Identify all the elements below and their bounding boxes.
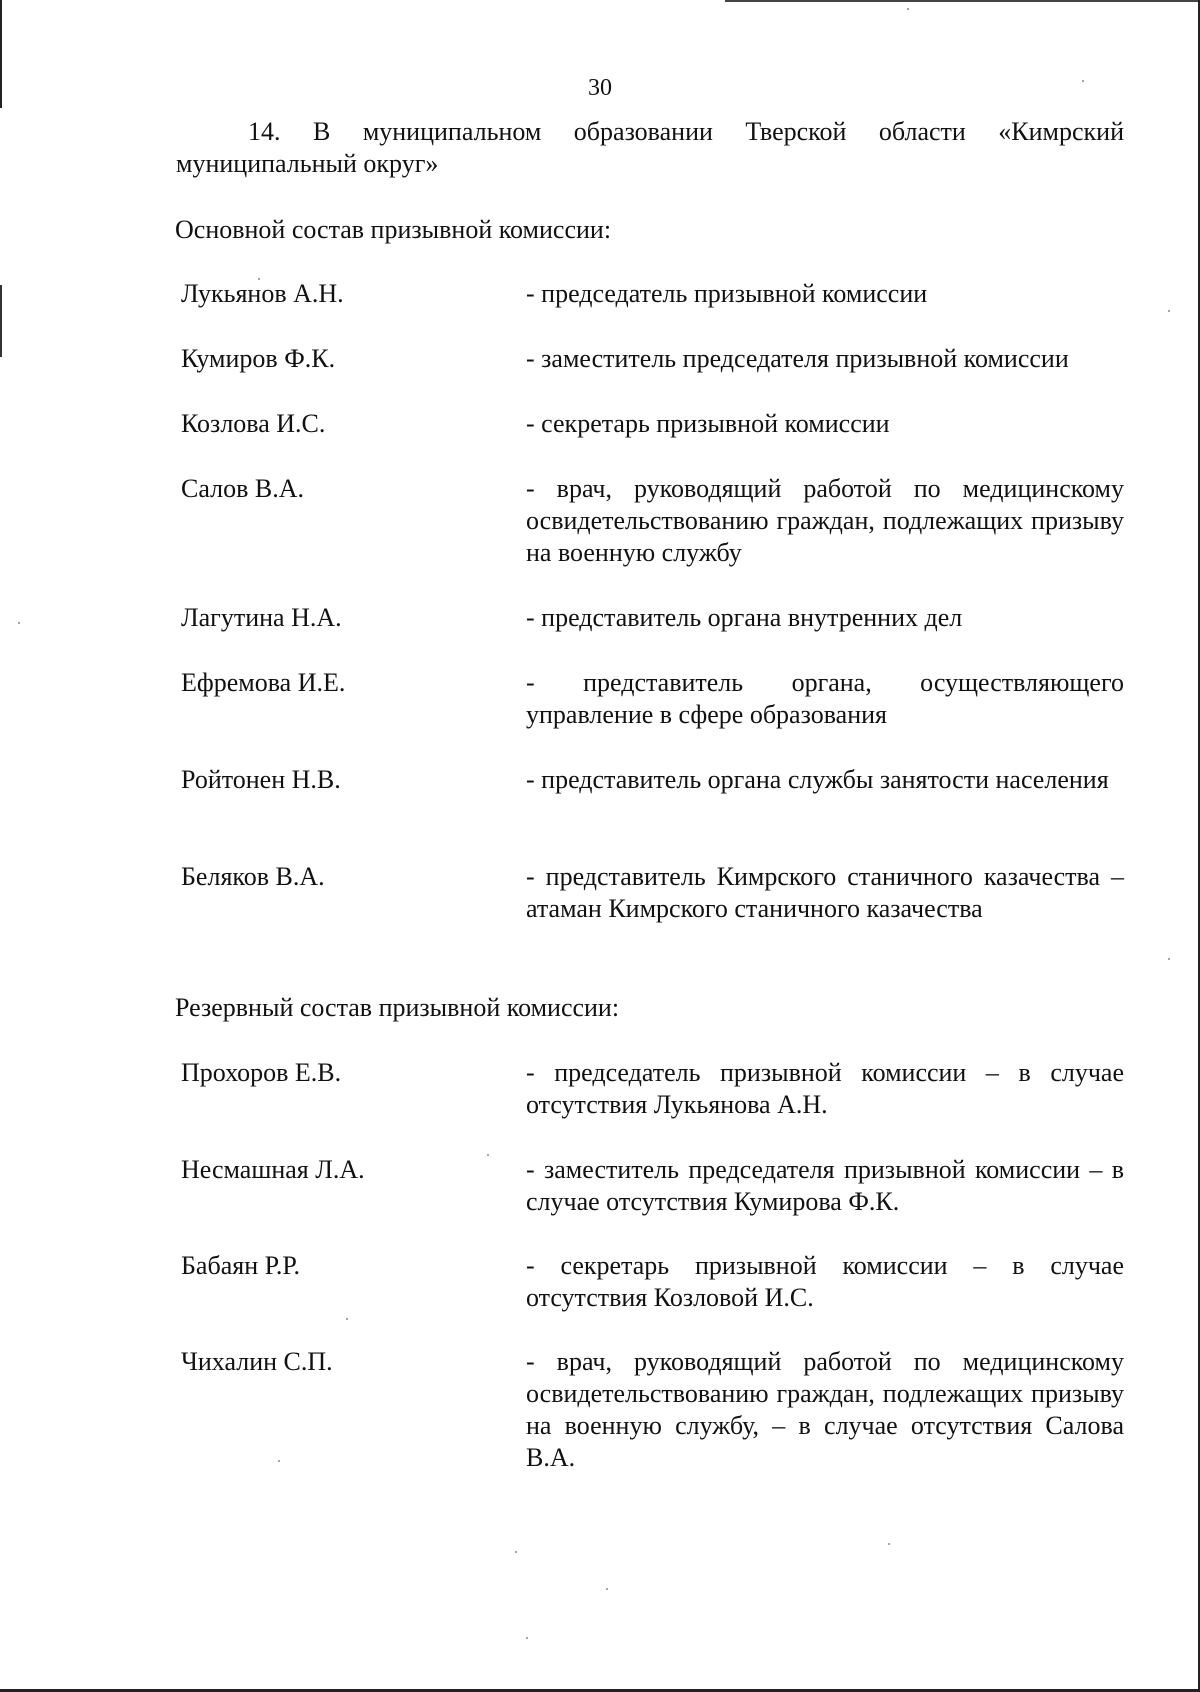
member-role: - представитель органа службы занятости населения (526, 765, 1109, 794)
reserve-composition-title: Резервный состав призывной комиссии: (175, 993, 620, 1022)
member-role: - врач, руководящий работой по медицинскому освидетельствованию граждан, подлежащих призыву на военную службу, – в случае отсутствия Салова В.А. (526, 1347, 1124, 1472)
member-row (181, 1057, 1124, 1121)
member-role: - представитель органа внутренних дел (526, 603, 963, 632)
scan-speck (1168, 958, 1170, 960)
member-role: - секретарь призывной комиссии – в случае отсутствия Козловой И.С. (526, 1251, 1124, 1312)
member-role: - представитель органа, осуществляющего управление в сфере образования (526, 668, 1124, 729)
scan-speck (515, 1551, 517, 1553)
member-row (181, 1346, 1124, 1474)
member-name: Кумиров Ф.К. (181, 344, 336, 373)
member-row (181, 1250, 1124, 1314)
scan-speck (346, 1318, 348, 1320)
member-row (181, 473, 1124, 569)
member-row (181, 764, 1124, 796)
member-name: Несмашная Л.А. (181, 1155, 365, 1184)
member-role: - представитель Кимрского станичного казачества – атаман Кимрского станичного казачества (526, 862, 1124, 923)
member-name: Салов В.А. (181, 474, 304, 503)
member-name: Чихалин С.П. (181, 1347, 333, 1376)
member-name: Бабаян Р.Р. (181, 1251, 301, 1280)
page-number: 30 (588, 75, 612, 101)
scan-edge (0, 285, 2, 357)
member-role: - заместитель председателя призывной комиссии (526, 344, 1069, 373)
member-row (181, 343, 1124, 375)
member-role: - секретарь призывной комиссии (526, 409, 890, 438)
scan-speck (606, 1588, 608, 1590)
scan-speck (526, 1637, 528, 1639)
member-row (181, 667, 1124, 731)
member-name: Лукьянов А.Н. (181, 279, 344, 308)
member-role: - заместитель председателя призывной комиссии – в случае отсутствия Кумирова Ф.К. (526, 1155, 1124, 1216)
member-name: Ройтонен Н.В. (181, 765, 341, 794)
member-row (181, 1154, 1124, 1218)
member-role: - председатель призывной комиссии – в случае отсутствия Лукьянова А.Н. (526, 1058, 1124, 1119)
section-heading: 14. В муниципальном образовании Тверской области «Кимрский муниципальный округ» (176, 117, 1124, 178)
scan-speck (18, 622, 20, 624)
member-name: Прохоров Е.В. (181, 1058, 342, 1087)
main-composition-title: Основной состав призывной комиссии: (175, 215, 612, 244)
member-row (181, 602, 1124, 634)
member-row (181, 278, 1124, 310)
scan-speck (888, 1543, 890, 1545)
member-name: Беляков В.А. (181, 862, 325, 891)
scan-speck (907, 8, 909, 10)
member-name: Лагутина Н.А. (181, 603, 342, 632)
scan-speck (1168, 310, 1170, 312)
member-role: - председатель призывной комиссии (526, 279, 928, 308)
member-role: - врач, руководящий работой по медицинскому освидетельствованию граждан, подлежащих призыву на военную службу (526, 474, 1124, 567)
member-row (181, 861, 1124, 925)
member-name: Козлова И.С. (181, 409, 326, 438)
scan-edge (725, 0, 1200, 2)
member-name: Ефремова И.Е. (181, 668, 346, 697)
member-row (181, 408, 1124, 440)
